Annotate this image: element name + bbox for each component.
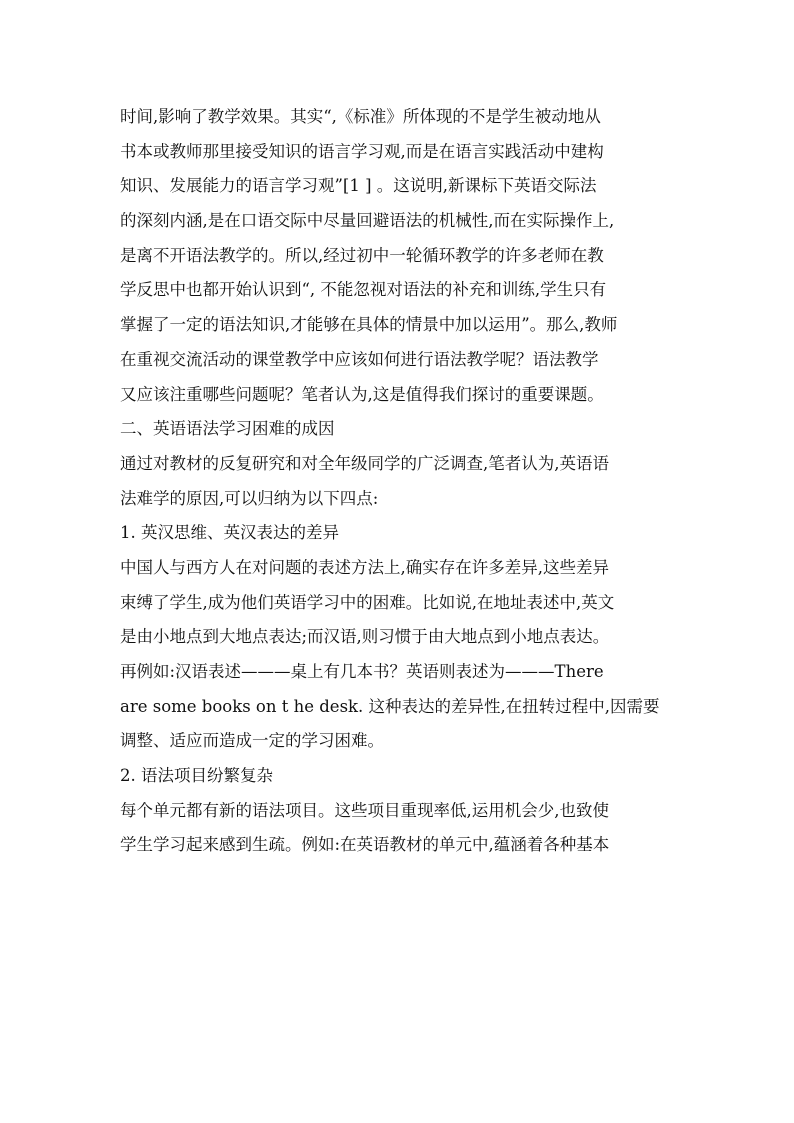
text-line: 在重视交流活动的课堂教学中应该如何进行语法教学呢？语法教学	[120, 349, 599, 369]
text-line: 中国人与西方人在对问题的表述方法上,确实存在许多差异,这些差异	[120, 557, 609, 577]
subsection-heading: 2. 语法项目纷繁复杂	[120, 766, 273, 786]
text-line: 掌握了一定的语法知识,才能够在具体的情景中加以运用”。那么,教师	[120, 315, 618, 335]
text-line: 知识、发展能力的语言学习观”[1 ] 。这说明,新课标下英语交际法	[120, 176, 597, 196]
subsection-heading: 1. 英汉思维、英汉表达的差异	[120, 523, 339, 543]
text-line: 是离不开语法教学的。所以,经过初中一轮循环教学的许多老师在教	[120, 245, 604, 265]
text-line: are some books on t he desk. 这种表达的差异性,在扭转过程中,因需要	[120, 696, 660, 716]
text-line: 是由小地点到大地点表达;而汉语,则习惯于由大地点到小地点表达。	[120, 627, 610, 647]
section-heading: 二、英语语法学习困难的成因	[120, 419, 335, 439]
text-line: 的深刻内涵,是在口语交际中尽量回避语法的机械性,而在实际操作上,	[120, 211, 615, 231]
text-line: 又应该注重哪些问题呢？笔者认为,这是值得我们探讨的重要课题。	[120, 384, 604, 404]
text-line: 每个单元都有新的语法项目。这些项目重现率低,运用机会少,也致使	[120, 800, 609, 820]
text-line: 束缚了学生,成为他们英语学习中的困难。比如说,在地址表述中,英文	[120, 592, 615, 612]
text-line: 调整、适应而造成一定的学习困难。	[120, 731, 384, 751]
text-line: 学反思中也都开始认识到“, 不能忽视对语法的补充和训练,学生只有	[120, 280, 607, 300]
body-text	[120, 100, 680, 863]
text-line: 法难学的原因,可以归纳为以下四点:	[120, 488, 379, 508]
text-line: 再例如:汉语表述———桌上有几本书？英语则表述为———There	[120, 662, 604, 681]
text-line: 书本或教师那里接受知识的语言学习观,而是在语言实践活动中建构	[120, 141, 604, 161]
text-line: 时间,影响了教学效果。其实“,《标准》所体现的不是学生被动地从	[120, 107, 601, 126]
text-line: 通过对教材的反复研究和对全年级同学的广泛调查,笔者认为,英语语	[120, 453, 609, 473]
text-line: 学生学习起来感到生疏。例如:在英语教材的单元中,蕴涵着各种基本	[120, 835, 610, 855]
